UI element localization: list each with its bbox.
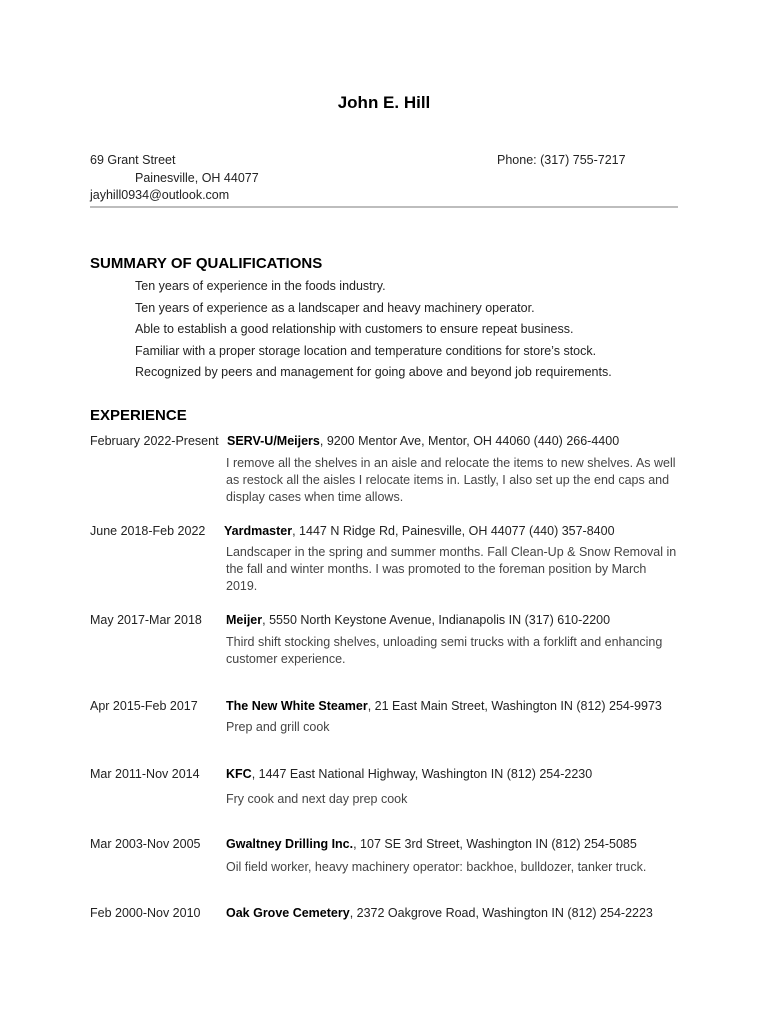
- job-employer: The New White Steamer: [226, 699, 368, 713]
- summary-item: Recognized by peers and management for going above and beyond job requirements.: [135, 365, 612, 379]
- job-employer-line: [224, 524, 615, 538]
- job-description: Oil field worker, heavy machinery operator: backhoe, bulldozer, tanker truck.: [226, 860, 647, 874]
- job-address: , 1447 N Ridge Rd, Painesville, OH 44077 (440) 357-8400: [292, 524, 615, 538]
- job-employer: Oak Grove Cemetery: [226, 906, 350, 920]
- job-address: , 21 East Main Street, Washington IN (812) 254-9973: [367, 699, 662, 713]
- job-employer: KFC: [226, 767, 252, 781]
- job-dates: May 2017-Mar 2018: [90, 613, 202, 627]
- job-address: , 107 SE 3rd Street, Washington IN (812) 254-5085: [353, 837, 637, 851]
- address-line-2: Painesville, OH 44077: [135, 171, 259, 185]
- job-dates: June 2018-Feb 2022: [90, 524, 206, 538]
- summary-item: Able to establish a good relationship with customers to ensure repeat business.: [135, 322, 574, 336]
- job-description: I remove all the shelves in an aisle and relocate the items to new shelves. As well as restock all the aisles I relocate items in. Lastly, I also set up the end caps and display cases when time allows.: [226, 456, 676, 504]
- job-address: , 1447 East National Highway, Washington IN (812) 254-2230: [251, 767, 593, 781]
- job-employer: Yardmaster: [224, 524, 293, 538]
- summary-item: Ten years of experience as a landscaper and heavy machinery operator.: [135, 301, 535, 315]
- job-description: Third shift stocking shelves, unloading semi trucks with a forklift and enhancing customer experience.: [226, 635, 663, 666]
- job-dates: Feb 2000-Nov 2010: [90, 906, 201, 920]
- summary-item: Familiar with a proper storage location and temperature conditions for store’s stock.: [135, 344, 597, 358]
- job-employer-line: [226, 767, 592, 781]
- job-employer-line: [226, 837, 637, 851]
- job-address: , 5550 North Keystone Avenue, Indianapolis IN (317) 610-2200: [262, 613, 611, 627]
- summary-heading: SUMMARY OF QUALIFICATIONS: [90, 255, 323, 272]
- address-line-1: 69 Grant Street: [90, 153, 176, 167]
- job-employer-line: [226, 906, 653, 920]
- email-address: jayhill0934@outlook.com: [90, 188, 230, 202]
- job-employer-line: [226, 613, 610, 627]
- job-dates: Mar 2011-Nov 2014: [90, 767, 200, 781]
- job-dates: February 2022-Present: [90, 434, 219, 448]
- job-description: Fry cook and next day prep cook: [226, 792, 408, 806]
- header-divider: [90, 206, 678, 208]
- experience-heading: EXPERIENCE: [90, 407, 187, 424]
- job-description: Landscaper in the spring and summer months. Fall Clean-Up & Snow Removal in the fall and winter months. I was promoted to the foreman position by March 2019.: [226, 545, 677, 593]
- job-employer: Gwaltney Drilling Inc.: [226, 837, 354, 851]
- job-dates: Mar 2003-Nov 2005: [90, 837, 201, 851]
- job-address: , 9200 Mentor Ave, Mentor, OH 44060 (440) 266-4400: [319, 434, 620, 448]
- job-employer: SERV-U/Meijers: [227, 434, 320, 448]
- job-description: Prep and grill cook: [226, 720, 330, 734]
- candidate-name: John E. Hill: [337, 93, 431, 112]
- job-address: , 2372 Oakgrove Road, Washington IN (812) 254-2223: [349, 906, 653, 920]
- summary-item: Ten years of experience in the foods industry.: [135, 279, 386, 293]
- job-employer: Meijer: [226, 613, 263, 627]
- phone-number: Phone: (317) 755-7217: [497, 153, 626, 167]
- job-dates: Apr 2015-Feb 2017: [90, 699, 198, 713]
- job-employer-line: [227, 434, 619, 448]
- job-employer-line: [226, 699, 662, 713]
